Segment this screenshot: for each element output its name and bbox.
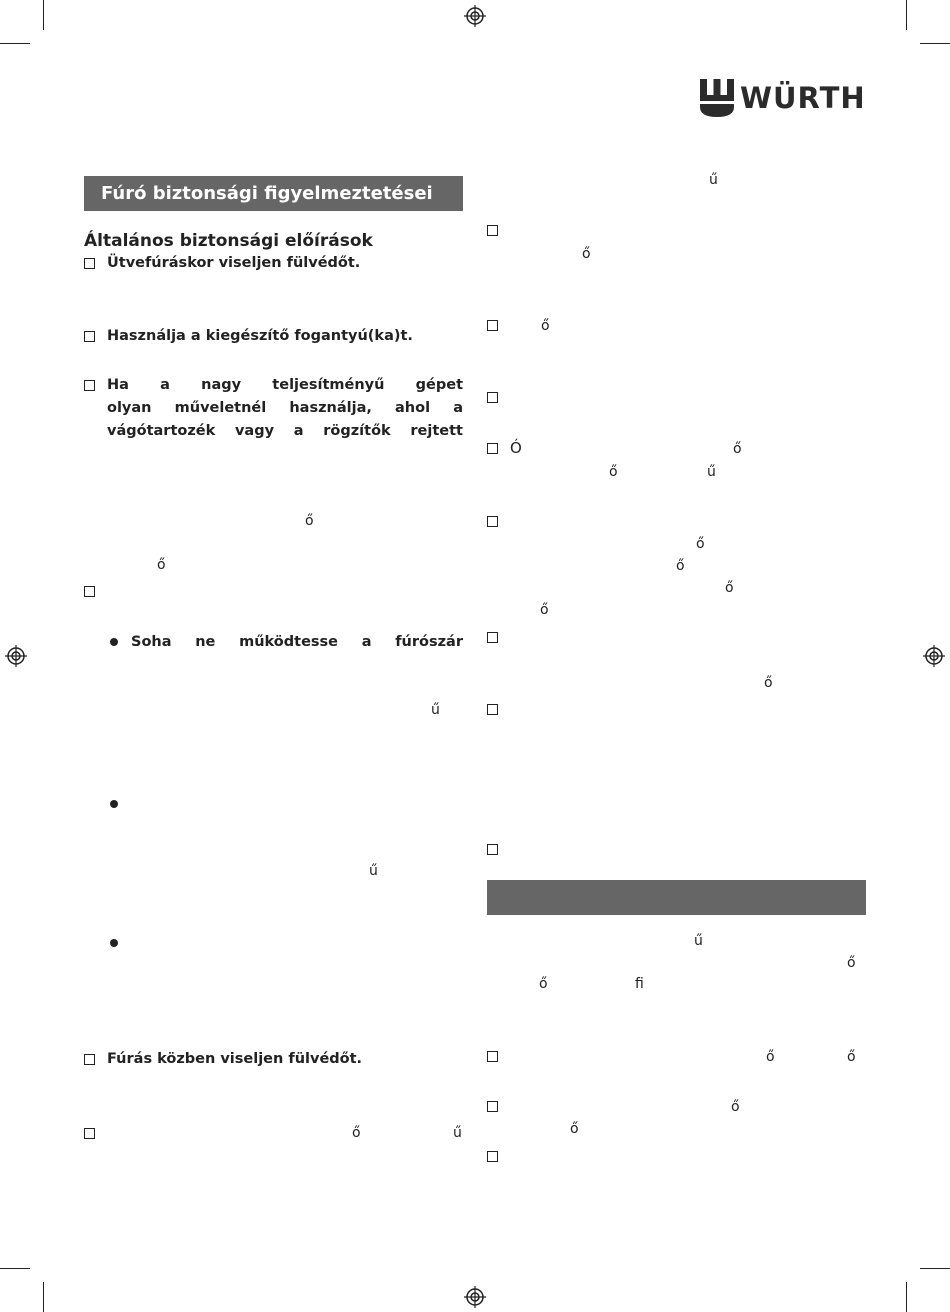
glyph: ő	[352, 1125, 361, 1141]
glyph: ő	[676, 558, 685, 574]
glyph: ő	[305, 513, 314, 529]
list-item: Használja a kiegészítő fogantyú(ka)t.	[107, 328, 413, 344]
registration-mark-icon	[464, 1286, 486, 1308]
checkbox[interactable]	[487, 443, 498, 454]
checkbox[interactable]	[487, 1101, 498, 1112]
glyph: ő	[157, 557, 166, 573]
registration-mark-icon	[464, 5, 486, 27]
wurth-logo	[700, 79, 866, 117]
glyph: ű	[694, 933, 703, 949]
glyph: ﬁ	[635, 976, 644, 992]
checkbox[interactable]	[84, 331, 95, 342]
crop-mark	[43, 1282, 44, 1312]
bullet-point	[110, 800, 118, 808]
registration-mark-icon	[923, 645, 945, 667]
glyph: ő	[541, 318, 550, 334]
bullet-item: Soha ne működtesse a fúrószár	[131, 634, 463, 650]
glyph: ű	[453, 1125, 462, 1141]
glyph: ő	[847, 1049, 856, 1065]
checkbox[interactable]	[487, 632, 498, 643]
logo-text: WÜRTH	[740, 80, 866, 115]
subsection-heading: Általános biztonsági előírások	[84, 231, 373, 251]
list-item-line: olyan műveletnél használja, ahol a	[107, 400, 463, 416]
crop-mark	[906, 1282, 907, 1312]
crop-mark	[920, 1268, 950, 1269]
glyph: ő	[725, 580, 734, 596]
checkbox[interactable]	[487, 516, 498, 527]
glyph: ő	[764, 675, 773, 691]
checkbox[interactable]	[487, 225, 498, 236]
glyph: ű	[431, 702, 440, 718]
glyph: ű	[707, 464, 716, 480]
glyph: ő	[582, 246, 591, 262]
crop-mark	[906, 0, 907, 30]
glyph: ő	[731, 1099, 740, 1115]
checkbox[interactable]	[84, 380, 95, 391]
crop-mark	[920, 43, 950, 44]
checkbox[interactable]	[84, 1054, 95, 1065]
section-title: Fúró biztonsági figyelmeztetései	[84, 176, 463, 211]
glyph: ő	[696, 536, 705, 552]
section-header-bar	[487, 880, 866, 915]
registration-mark-icon	[5, 645, 27, 667]
glyph: ő	[540, 602, 549, 618]
glyph: Ó	[510, 439, 522, 457]
glyph: ű	[369, 863, 378, 879]
glyph: ű	[709, 172, 718, 188]
crop-mark	[43, 0, 44, 30]
glyph: ő	[609, 464, 618, 480]
list-item: Fúrás közben viseljen fülvédőt.	[107, 1051, 363, 1067]
checkbox[interactable]	[487, 1051, 498, 1062]
checkbox[interactable]	[487, 704, 498, 715]
bullet-point	[110, 638, 118, 646]
checkbox[interactable]	[487, 1151, 498, 1162]
glyph: ő	[733, 441, 742, 457]
checkbox[interactable]	[84, 586, 95, 597]
checkbox[interactable]	[84, 1128, 95, 1139]
bullet-point	[110, 939, 118, 947]
glyph: ő	[539, 976, 548, 992]
glyph: ő	[766, 1049, 775, 1065]
checkbox[interactable]	[487, 320, 498, 331]
glyph: ő	[847, 955, 856, 971]
checkbox[interactable]	[84, 258, 95, 269]
checkbox[interactable]	[487, 392, 498, 403]
list-item-line: Ha a nagy teljesítményű gépet	[107, 377, 463, 393]
list-item-line: vágótartozék vagy a rögzítők rejtett	[107, 423, 463, 439]
crop-mark	[0, 43, 30, 44]
list-item: Ütvefúráskor viseljen fülvédőt.	[107, 255, 361, 271]
checkbox[interactable]	[487, 844, 498, 855]
wurth-emblem-icon	[700, 79, 734, 117]
glyph: ő	[570, 1121, 579, 1137]
crop-mark	[0, 1268, 30, 1269]
